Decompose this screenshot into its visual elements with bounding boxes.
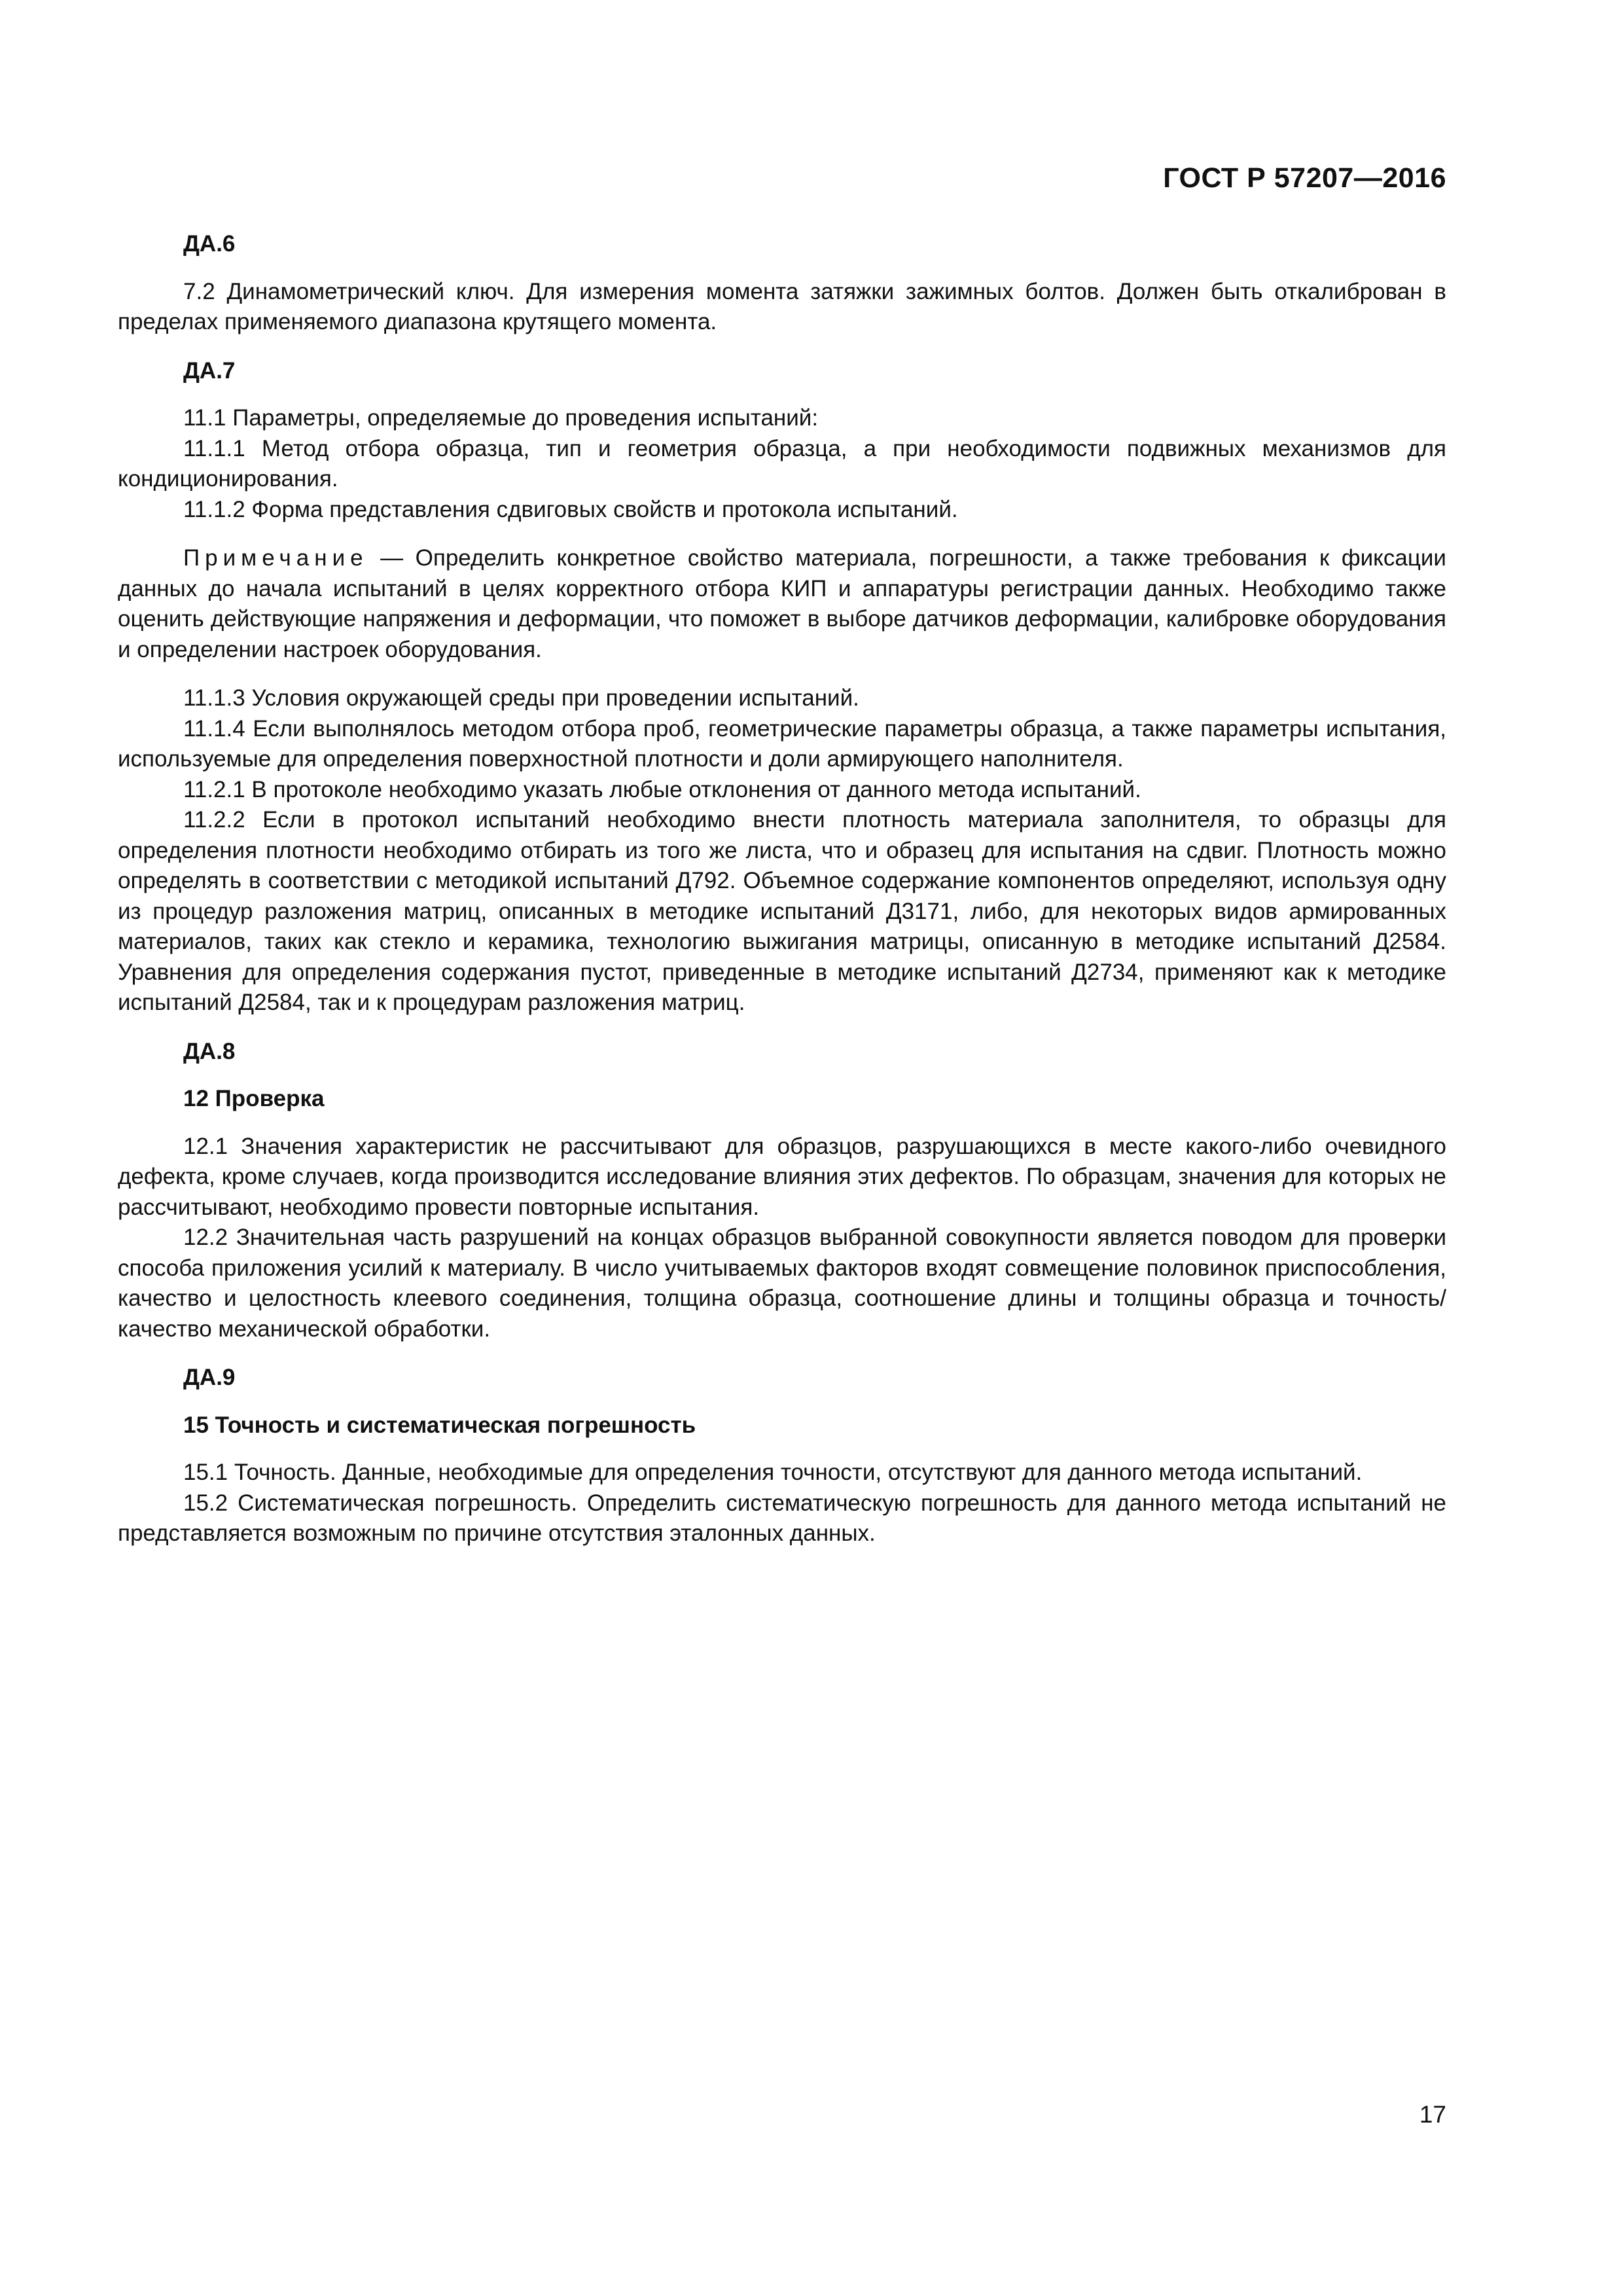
section-da9 <box>118 1363 1446 1549</box>
paragraph: 12.1 Значения характеристик не рассчитывают для образцов, разрушающихся в месте какого-либо очевидного дефекта, кроме случаев, когда производится исследование влияния этих дефектов. По образцам, значения для которых не рассчитывают, необходимо провести повторные испытания. <box>118 1133 1446 1220</box>
paragraph: 11.1.3 Условия окружающей среды при проведении испытаний. <box>183 685 859 711</box>
paragraph: 11.2.1 В протоколе необходимо указать любые отклонения от данного метода испытаний. <box>183 776 1141 802</box>
note-label: Примечание <box>183 545 368 571</box>
paragraph: 15.1 Точность. Данные, необходимые для определения точности, отсутствуют для данного метода испытаний. <box>183 1460 1363 1485</box>
note-text: — Определить конкретное свойство материала, погрешности, а также требования к фиксации данных до начала испытаний в целях корректного отбора КИП и аппаратуры регистрации данных. Необходимо также оценить действующие напряжения и деформации, что поможет в выборе датчиков деформации, калибровке оборудования и определении настроек оборудования. <box>118 545 1446 662</box>
paragraph: 11.2.2 Если в протокол испытаний необходимо внести плотность материала заполнителя, то образцы для определения плотности необходимо отбирать из того же листа, что и образец для испытания на сдвиг. Плотность можно определять в соответствии с методикой испытаний Д792. Объемное содержание компонентов определяют, используя одну из процедур разложения матриц, описанных в методике испытаний Д3171, либо, для некоторых видов армированных материалов, таких как стекло и керамика, технологию выжигания матрицы, описанную в методике испытаний Д2584. Уравнения для определения содержания пустот, приведенные в методике испытаний Д2734, применяют как к методике испытаний Д2584, так и к процедурам разложения матриц. <box>118 807 1446 1015</box>
section-subtitle: 12 Проверка <box>183 1086 325 1111</box>
section-title: ДА.9 <box>183 1365 236 1390</box>
paragraph: 12.2 Значительная часть разрушений на концах образцов выбранной совокупности является поводом для проверки способа приложения усилий к материалу. В число учитываемых факторов входят совмещение половинок приспособления, качество и целостность клеевого соединения, толщина образца, соотношение длины и толщины образца и точность/качество механической обработки. <box>118 1225 1446 1342</box>
section-subtitle: 15 Точность и систематическая погрешность <box>183 1412 696 1438</box>
section-da7 <box>118 356 1446 1018</box>
section-title: ДА.6 <box>183 231 236 257</box>
section-title: ДА.7 <box>183 357 236 384</box>
document-code: ГОСТ Р 57207—2016 <box>1163 162 1446 194</box>
section-title: ДА.8 <box>183 1038 236 1064</box>
section-da6 <box>118 229 1446 338</box>
page-number: 17 <box>1419 2101 1446 2128</box>
section-da8 <box>118 1037 1446 1345</box>
note-paragraph <box>118 543 1446 665</box>
paragraph: 11.1.1 Метод отбора образца, тип и геометрия образца, а при необходимости подвижных механизмов для кондиционирования. <box>118 435 1446 492</box>
paragraph: 7.2 Динамометрический ключ. Для измерения момента затяжки зажимных болтов. Должен быть откалиброван в пределах применяемого диапазона крутящего момента. <box>118 278 1446 334</box>
paragraph: 11.1.4 Если выполнялось методом отбора проб, геометрические параметры образца, а также параметры испытания, используемые для определения поверхностной плотности и доли армирующего наполнителя. <box>118 715 1446 772</box>
paragraph: 11.1.2 Форма представления сдвиговых свойств и протокола испытаний. <box>183 496 958 522</box>
document-body <box>118 229 1446 1549</box>
paragraph: 11.1 Параметры, определяемые до проведения испытаний: <box>183 405 819 431</box>
paragraph: 15.2 Систематическая погрешность. Определить систематическую погрешность для данного метода испытаний не представляется возможным по причине отсутствия эталонных данных. <box>118 1490 1446 1546</box>
